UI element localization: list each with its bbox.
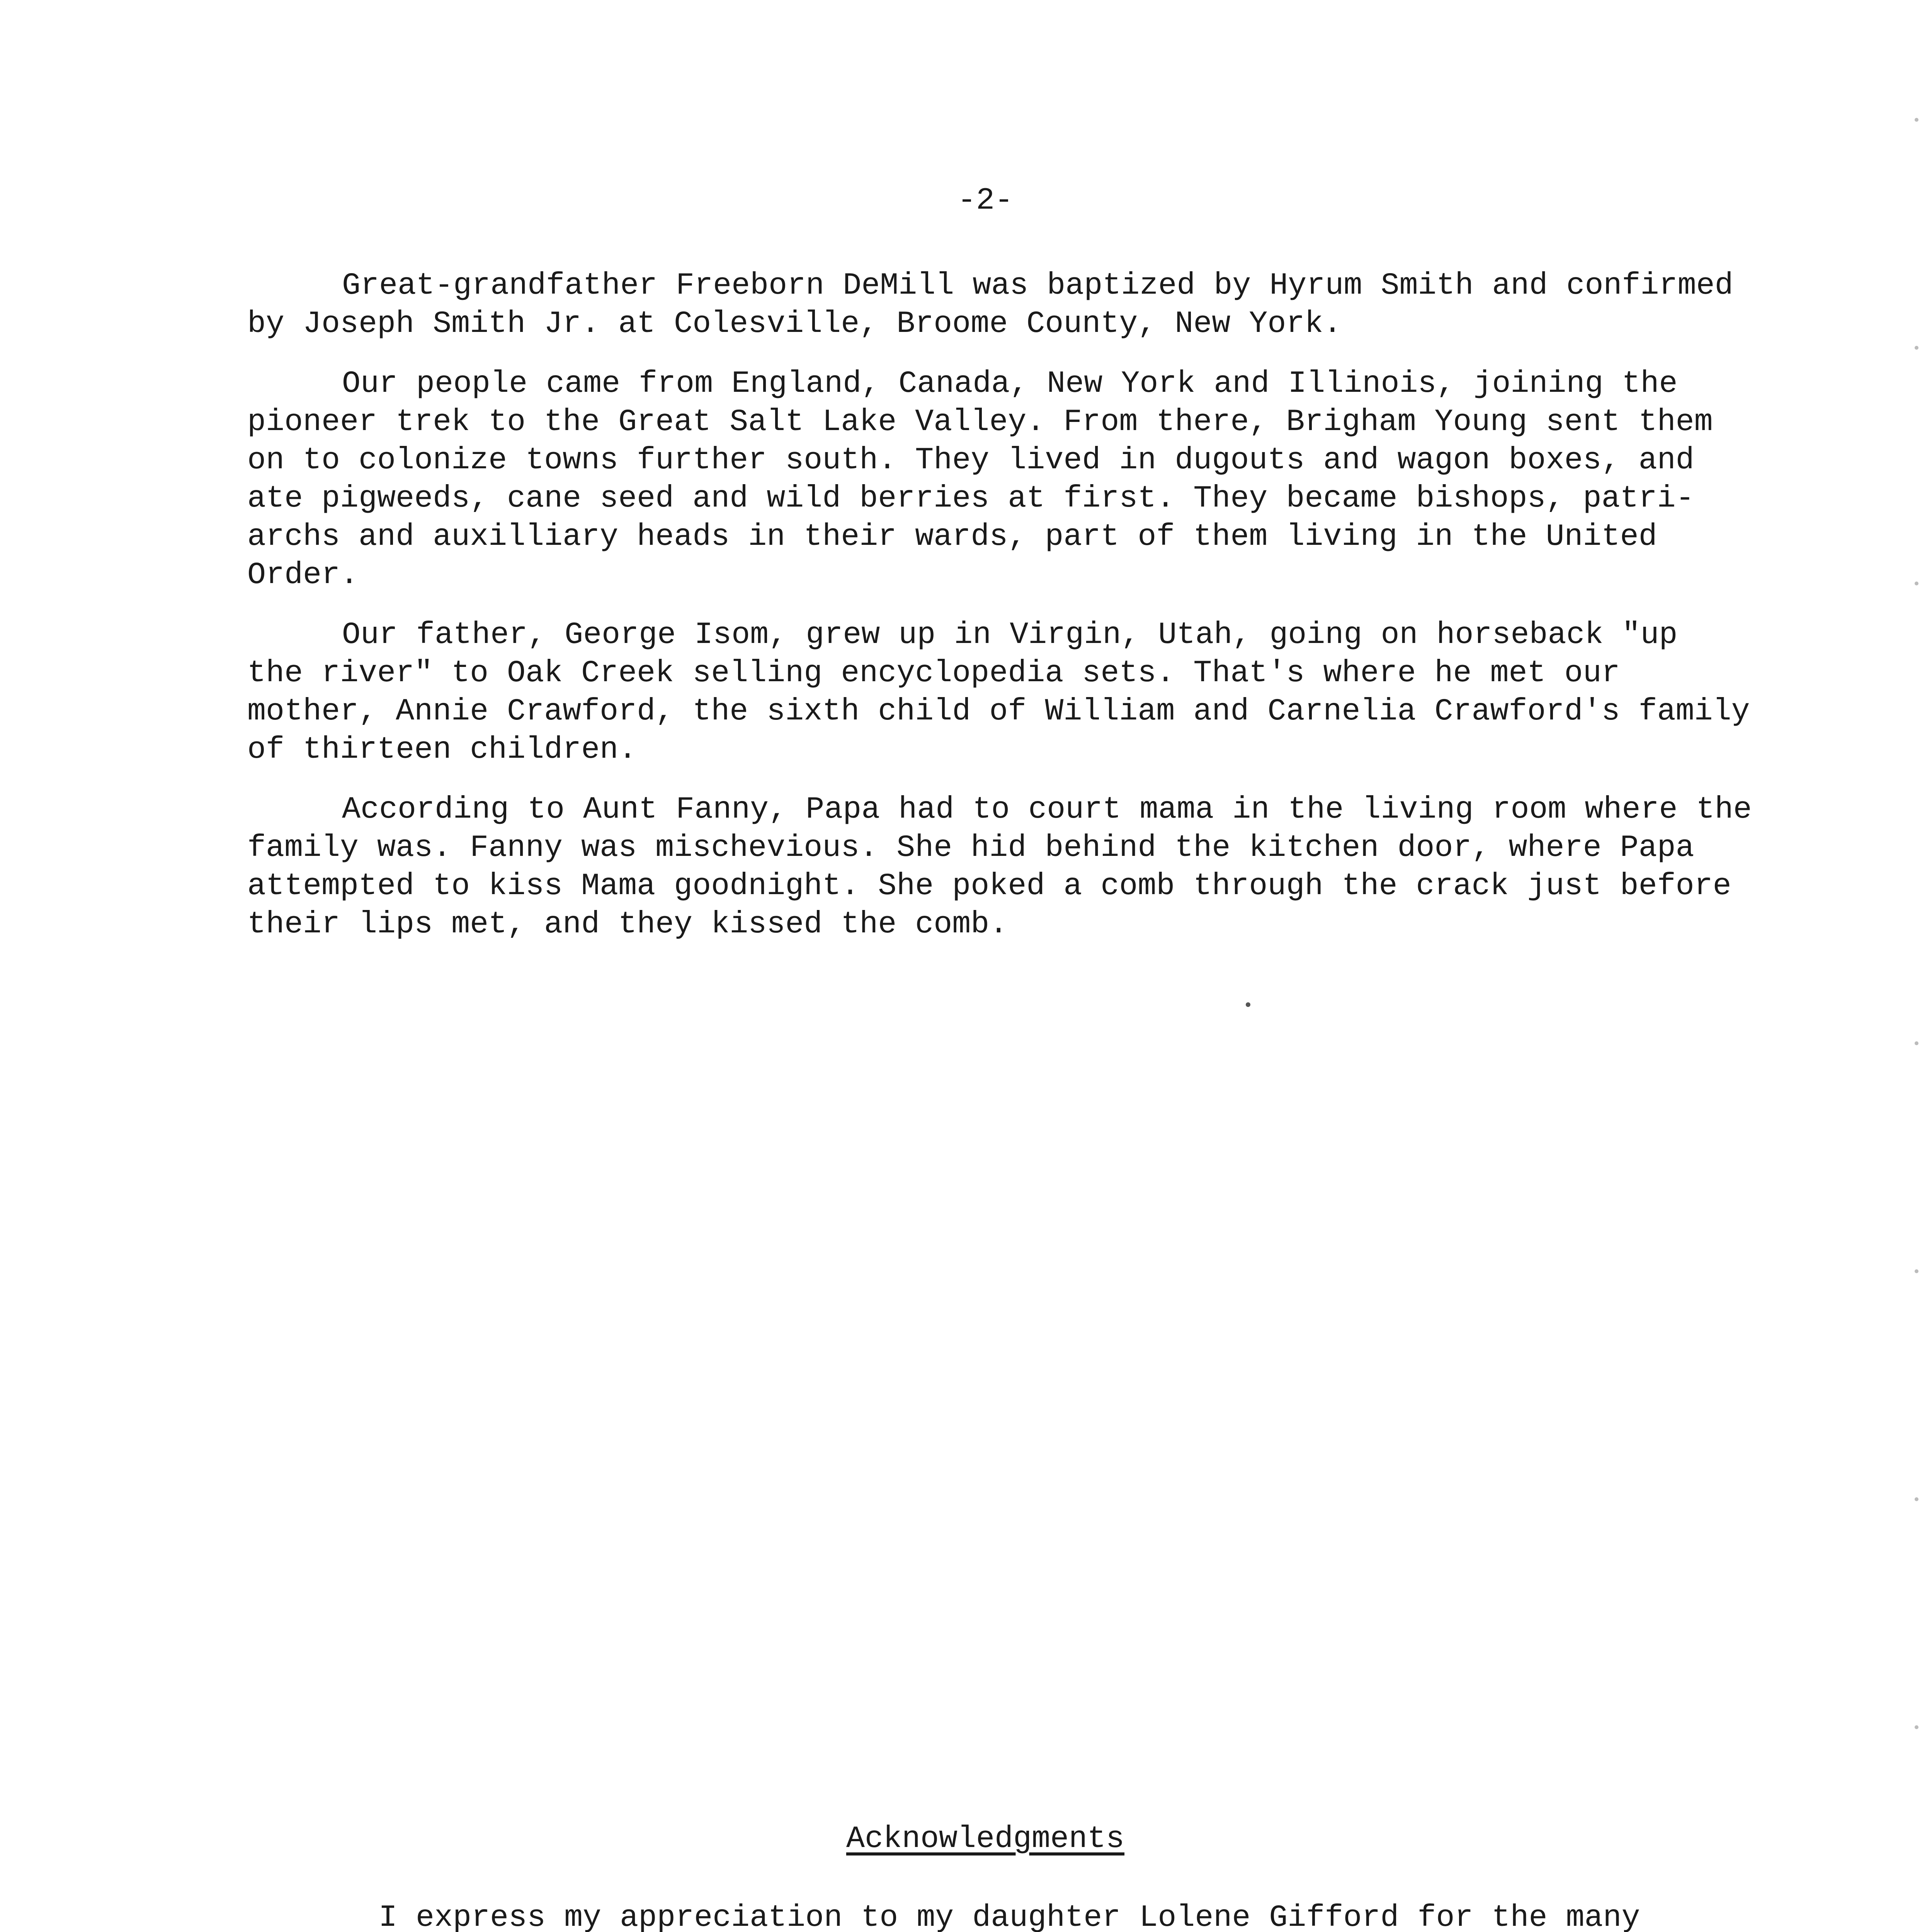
acknowledgments-heading: Acknowledgments: [846, 1821, 1125, 1857]
paragraph-pioneers: Our people came from England, Canada, New York and Illinois, joining the pioneer trek to the Great Salt Lake Valley. From there, Brigham Young sent them on to colonize towns further south. They lived in dugouts and wagon boxes, and ate pigweeds, cane seed and wild berries at first. They became bishops, patri- archs and auxilliary heads in their wards, part of them living in the United Order.: [247, 366, 1713, 593]
page-number: -2-: [957, 183, 1014, 218]
paragraph-aunt-fanny: According to Aunt Fanny, Papa had to court mama in the living room where the family was. Fanny was mischevious. She hid behind the kitchen door, where Papa attempted to kiss Mama goodnight. She poked a comb through the crack just before their lips met, and they kissed the comb.: [247, 792, 1752, 942]
acknowledgments-paragraph: I express my appreciation to my daughter Lolene Gifford for the many: [379, 1900, 1640, 1932]
speck: [1915, 346, 1918, 350]
speck: [1915, 1041, 1918, 1045]
speck: [1915, 1269, 1918, 1273]
paragraph-demill: Great-grandfather Freeborn DeMill was baptized by Hyrum Smith and confirmed by Joseph Smith Jr. at Colesville, Broome County, New York.: [247, 268, 1733, 342]
paragraph-father: Our father, George Isom, grew up in Virgin, Utah, going on horseback "up the river" to Oak Creek selling encyclopedia sets. That's where he met our mother, Annie Crawford, the sixth child of William and Carnelia Crawford's family of thirteen children.: [247, 617, 1750, 767]
acknowledgments-section: [284, 1899, 1822, 1932]
speck: [1915, 1497, 1918, 1501]
speck: [1246, 1002, 1250, 1007]
speck: [1915, 1725, 1918, 1729]
body-text: [247, 267, 1824, 965]
speck: [1915, 582, 1918, 585]
speck: [1915, 118, 1918, 122]
